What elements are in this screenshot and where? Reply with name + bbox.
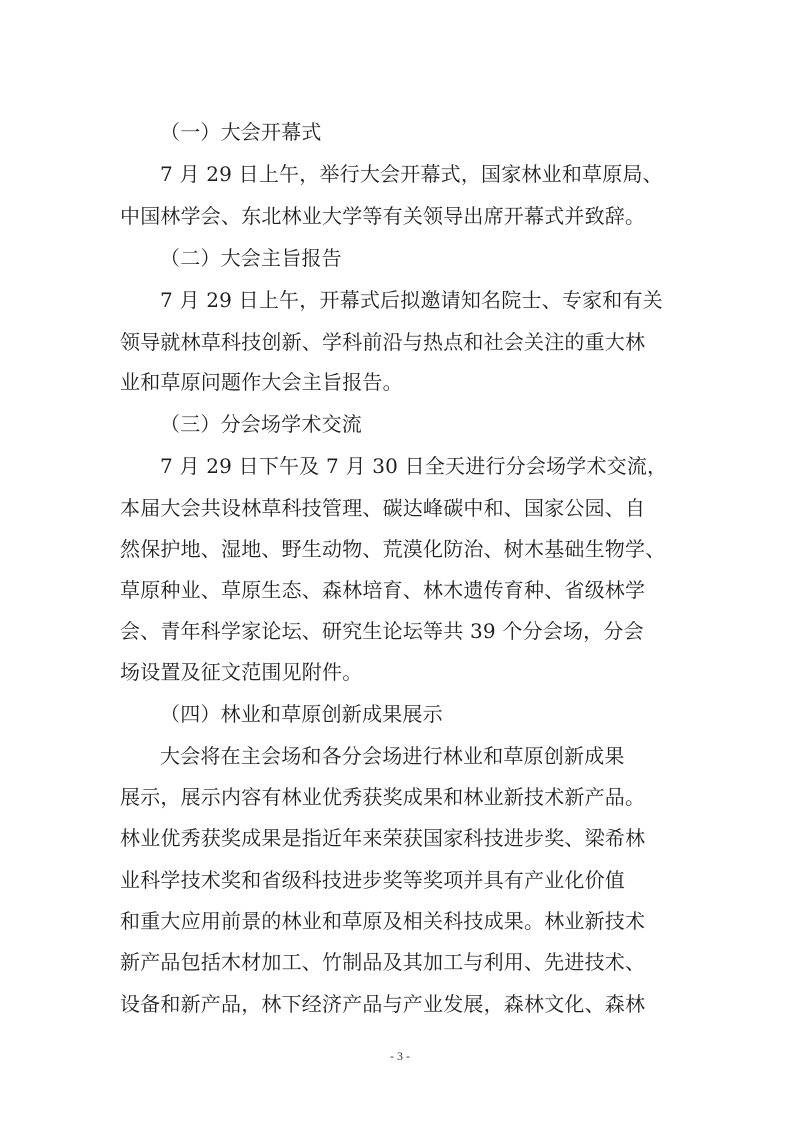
paragraph-line: 和重大应用前景的林业和草原及相关科技成果。林业新技术 — [120, 909, 646, 933]
paragraph-line: 中国林学会、东北林业大学等有关领导出席开幕式并致辞。 — [120, 204, 646, 228]
paragraph-line: 林业优秀获奖成果是指近年来荣获国家科技进步奖、梁希林 — [120, 826, 646, 850]
section-heading-4: （四）林业和草原创新成果展示 — [160, 702, 443, 726]
paragraph-line: 7 月 29 日上午，开幕式后拟邀请知名院士、专家和有关 — [160, 288, 663, 312]
section-heading-1: （一）大会开幕式 — [160, 120, 322, 144]
page-number: - 3 - — [390, 1049, 410, 1063]
paragraph-line: 场设置及征文范围见附件。 — [120, 660, 363, 684]
paragraph-line: 展示，展示内容有林业优秀获奖成果和林业新技术新产品。 — [120, 785, 646, 809]
paragraph-line: 设备和新产品，林下经济产品与产业发展，森林文化、森林 — [120, 992, 646, 1016]
paragraph-line: 业和草原问题作大会主旨报告。 — [120, 370, 403, 394]
paragraph-line: 业科学技术奖和省级科技进步奖等奖项并具有产业化价值 — [120, 868, 625, 892]
paragraph-line: 会、青年科学家论坛、研究生论坛等共 39 个分会场，分会 — [120, 619, 644, 643]
paragraph-line: 大会将在主会场和各分会场进行林业和草原创新成果 — [160, 744, 625, 768]
paragraph-line: 草原种业、草原生态、森林培育、林木遗传育种、省级林学 — [120, 578, 646, 602]
paragraph-line: 7 月 29 日上午，举行大会开幕式，国家林业和草原局、 — [160, 162, 663, 186]
paragraph-line: 领导就林草科技创新、学科前沿与热点和社会关注的重大林 — [120, 330, 646, 354]
paragraph-line: 7 月 29 日下午及 7 月 30 日全天进行分会场学术交流， — [160, 454, 668, 478]
paragraph-line: 然保护地、湿地、野生动物、荒漠化防治、树木基础生物学、 — [120, 537, 666, 561]
paragraph-line: 新产品包括木材加工、竹制品及其加工与利用、先进技术、 — [120, 950, 646, 974]
section-heading-2: （二）大会主旨报告 — [160, 246, 342, 270]
section-heading-3: （三）分会场学术交流 — [160, 412, 362, 436]
paragraph-line: 本届大会共设林草科技管理、碳达峰碳中和、国家公园、自 — [120, 496, 646, 520]
